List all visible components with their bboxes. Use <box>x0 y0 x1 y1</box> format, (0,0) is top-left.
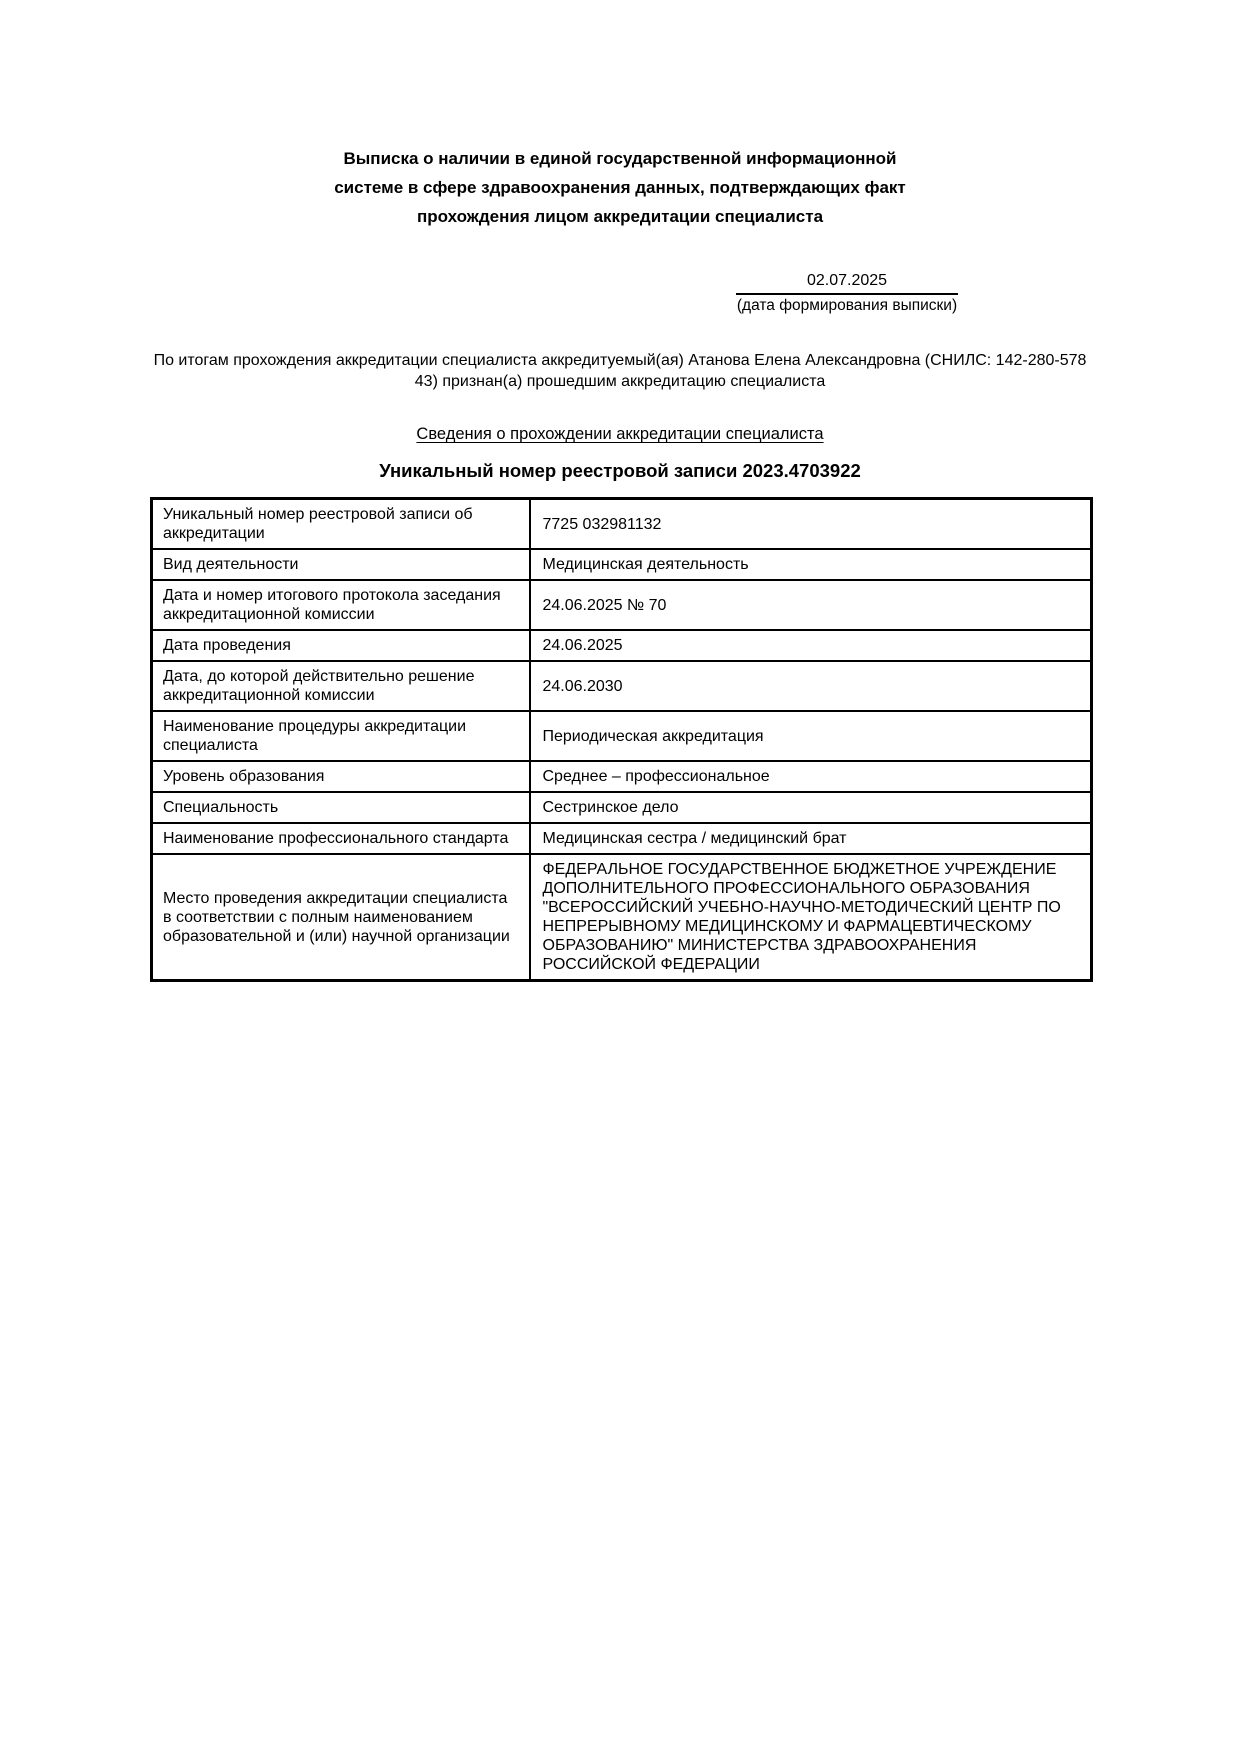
row-value-cell: 24.06.2030 <box>530 661 1092 711</box>
row-label-cell: Специальность <box>152 792 530 823</box>
row-value-cell: 24.06.2025 <box>530 630 1092 661</box>
row-value-cell: Сестринское дело <box>530 792 1092 823</box>
table-row <box>152 499 1092 550</box>
table-row <box>152 580 1092 630</box>
table-row <box>152 854 1092 981</box>
row-label-cell: Наименование профессионального стандарта <box>152 823 530 854</box>
accreditation-statement-line: По итогам прохождения аккредитации специалиста аккредитуемый(ая) Атанова Елена Александровна (СНИЛС: 142-280-578 <box>153 352 1087 369</box>
row-value-cell: 7725 032981132 <box>530 499 1092 550</box>
row-value-cell: ФЕДЕРАЛЬНОЕ ГОСУДАРСТВЕННОЕ БЮДЖЕТНОЕ УЧРЕЖДЕНИЕ ДОПОЛНИТЕЛЬНОГО ПРОФЕССИОНАЛЬНОГО ОБРАЗОВАНИЯ "ВСЕРОССИЙСКИЙ УЧЕБНО-НАУЧНО-МЕТОДИЧЕСКИЙ ЦЕНТР ПО НЕПРЕРЫВНОМУ МЕДИЦИНСКОМУ И ФАРМАЦЕВТИЧЕСКОМУ ОБРАЗОВАНИЮ" МИНИСТЕРСТВА ЗДРАВООХРАНЕНИЯ РОССИЙСКОЙ ФЕДЕРАЦИИ <box>530 854 1092 981</box>
row-label-cell: Уникальный номер реестровой записи об аккредитации <box>152 499 530 550</box>
row-label-cell: Дата, до которой действительно решение аккредитационной комиссии <box>152 661 530 711</box>
issue-date-caption: (дата формирования выписки) <box>736 297 958 314</box>
document-title <box>150 144 1090 231</box>
section-header-text: Сведения о прохождении аккредитации специалиста <box>416 425 824 443</box>
row-label-cell: Вид деятельности <box>152 549 530 580</box>
table-row <box>152 661 1092 711</box>
document-title-line: прохождения лицом аккредитации специалиста <box>416 207 824 226</box>
section-header <box>150 424 1090 445</box>
row-label-cell: Дата и номер итогового протокола заседания аккредитационной комиссии <box>152 580 530 630</box>
issue-date-block <box>150 271 1090 316</box>
row-value-cell: Среднее – профессиональное <box>530 761 1092 792</box>
registry-number-heading: Уникальный номер реестровой записи 2023.4703922 <box>379 460 861 481</box>
document-title-line: системе в сфере здравоохранения данных, подтверждающих факт <box>334 178 906 197</box>
row-value-cell: Медицинская деятельность <box>530 549 1092 580</box>
table-row <box>152 792 1092 823</box>
accreditation-table <box>150 497 1093 982</box>
table-row <box>152 711 1092 761</box>
accreditation-statement-line: 43) признан(а) прошедшим аккредитацию специалиста <box>414 373 826 390</box>
accreditation-statement <box>150 350 1090 392</box>
row-value-cell: Периодическая аккредитация <box>530 711 1092 761</box>
table-row <box>152 549 1092 580</box>
table-row <box>152 761 1092 792</box>
row-label-cell: Наименование процедуры аккредитации специалиста <box>152 711 530 761</box>
document-title-line: Выписка о наличии в единой государственной информационной <box>343 149 897 168</box>
issue-date-value: 02.07.2025 <box>736 271 958 295</box>
row-label-cell: Уровень образования <box>152 761 530 792</box>
row-value-cell: Медицинская сестра / медицинский брат <box>530 823 1092 854</box>
table-row <box>152 630 1092 661</box>
row-label-cell: Место проведения аккредитации специалиста в соответствии с полным наименованием образовательной и (или) научной организации <box>152 854 530 981</box>
table-row <box>152 823 1092 854</box>
document-content <box>150 144 1090 982</box>
row-value-cell: 24.06.2025 № 70 <box>530 580 1092 630</box>
row-label-cell: Дата проведения <box>152 630 530 661</box>
